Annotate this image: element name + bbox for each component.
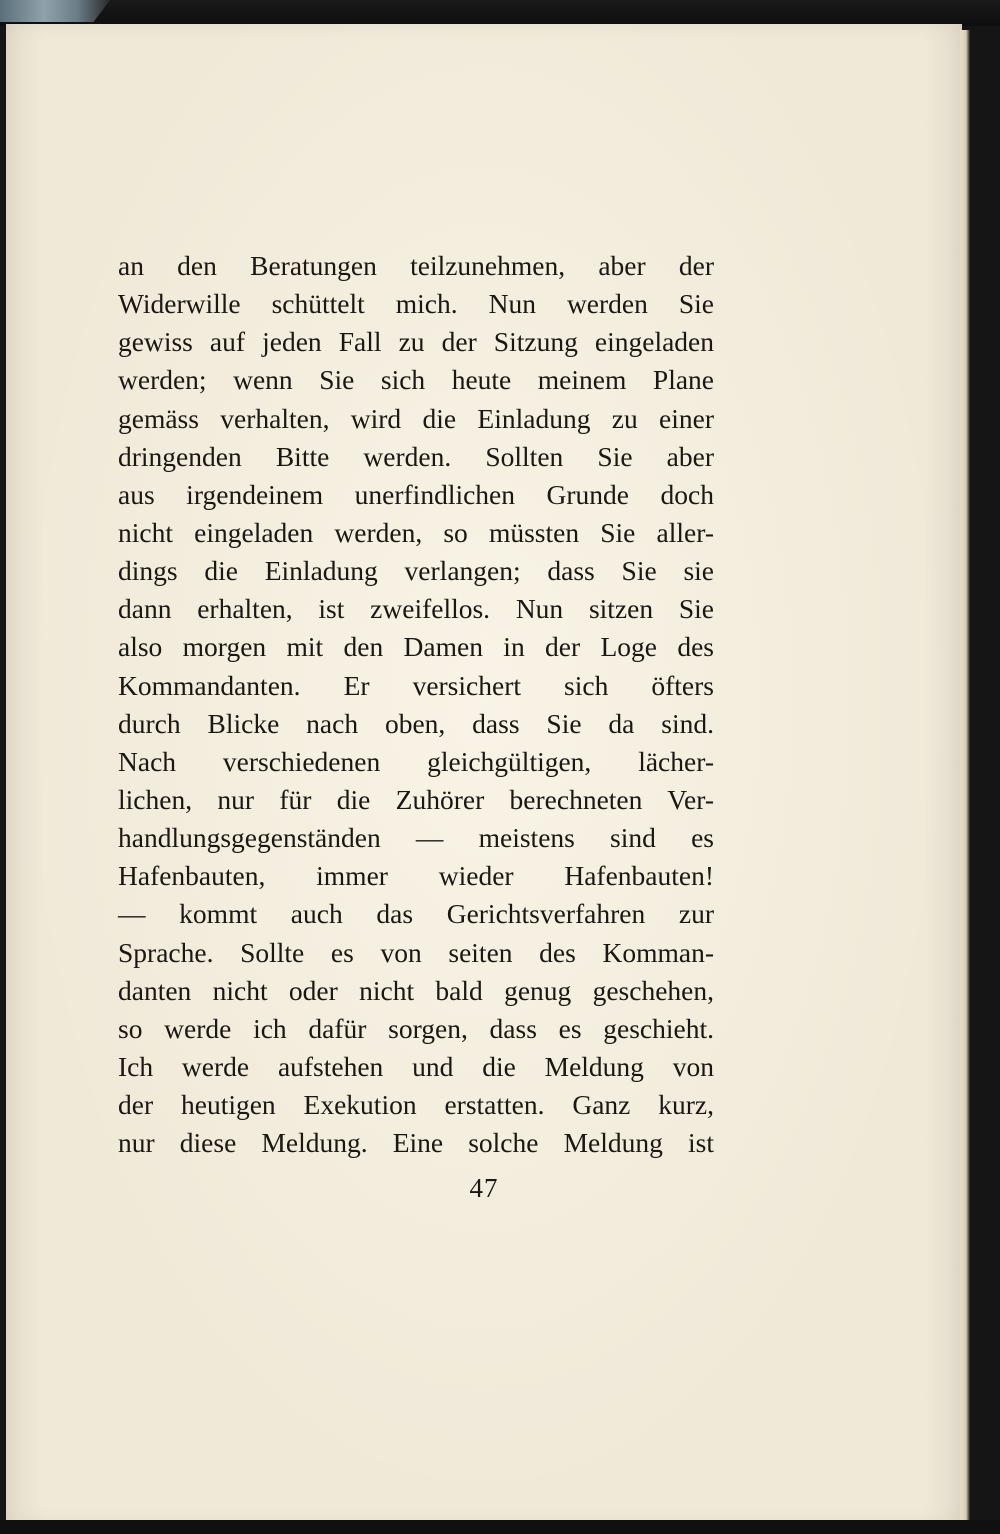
text-line: gemäss verhalten, wird die Einladung zu einer [118,402,714,434]
text-line: — kommt auch das Gerichtsverfahren zur [118,898,714,930]
text-line: der heutigen Exekution erstatten. Ganz kurz, [118,1089,714,1121]
book-page [6,24,962,1524]
text-line: Hafenbauten, immer wieder Hafenbauten! [118,860,714,892]
text-line: aus irgendeinem unerfindlichen Grunde doch [118,478,714,510]
text-line: durch Blicke nach oben, dass Sie da sind. [118,707,714,739]
text-line: gewiss auf jeden Fall zu der Sitzung eingeladen [118,326,714,358]
text-line: so werde ich dafür sorgen, dass es geschieht. [118,1012,714,1044]
page-edge-shadow [960,30,970,1524]
book-cover-corner [0,0,110,22]
text-line: Nach verschiedenen gleichgültigen, lächer- [118,745,714,777]
text-line: Sprache. Sollte es von seiten des Komman- [118,936,714,968]
text-line: handlungsgegenständen — meistens sind es [118,822,714,854]
text-line: Kommandanten. Er versichert sich öfters [118,669,714,701]
text-line: an den Beratungen teilzunehmen, aber der [118,250,714,281]
text-line: nur diese Meldung. Eine solche Meldung ist [118,1127,714,1159]
text-line: dann erhalten, ist zweifellos. Nun sitzen Sie [118,593,714,625]
text-line: Widerwille schüttelt mich. Nun werden Sie [118,288,714,320]
body-text [118,247,714,1162]
text-line: also morgen mit den Damen in der Loge des [118,631,714,663]
text-line: lichen, nur für die Zuhörer berechneten Ver- [118,783,714,815]
text-line: nicht eingeladen werden, so müssten Sie aller- [118,516,714,548]
text-line: Ich werde aufstehen und die Meldung von [118,1050,714,1082]
text-line: werden; wenn Sie sich heute meinem Plane [118,364,714,396]
page-number: 47 [469,1173,499,1203]
text-line: danten nicht oder nicht bald genug geschehen, [118,974,714,1006]
scan-bottom-border [0,1520,1000,1534]
text-line: dringenden Bitte werden. Sollten Sie aber [118,440,714,472]
text-line: dings die Einladung verlangen; dass Sie sie [118,555,714,587]
scan-top-border [0,0,1000,26]
